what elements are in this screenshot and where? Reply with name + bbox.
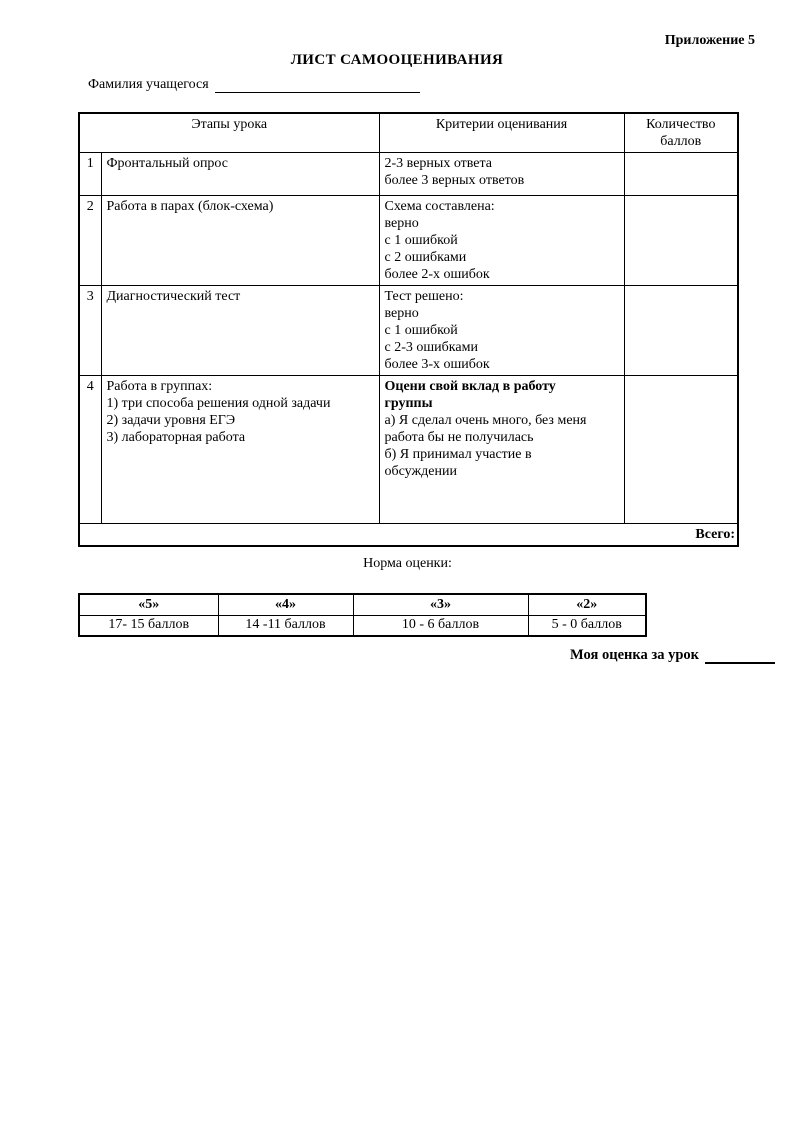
grade-scale-table — [78, 593, 647, 637]
header-row — [79, 113, 738, 153]
criteria-line: а) Я сделал очень много, без меня — [384, 413, 587, 428]
criteria-cell — [379, 286, 624, 376]
table-row-2 — [79, 196, 738, 286]
self-assessment-table — [78, 112, 739, 547]
criteria-line: 2-3 верных ответа — [384, 156, 492, 171]
surname-label: Фамилия учащегося — [88, 77, 209, 92]
stage-cell — [101, 153, 379, 196]
points-cell[interactable] — [624, 286, 738, 376]
col-header-points: Количество баллов — [624, 113, 738, 153]
criteria-line: верно — [384, 306, 419, 321]
criteria-line: б) Я принимал участие в — [384, 447, 532, 462]
table-row-1 — [79, 153, 738, 196]
row-number: 3 — [79, 286, 101, 376]
grade-3-header: «3» — [353, 594, 528, 615]
row-number: 4 — [79, 376, 101, 524]
stage-line: Диагностический тест — [106, 289, 241, 304]
norm-title: Норма оценки: — [363, 556, 452, 571]
points-cell[interactable] — [624, 153, 738, 196]
grade-4-range: 14 -11 баллов — [218, 615, 353, 636]
criteria-line: более 3 верных ответов — [384, 173, 525, 188]
grade-header-row — [79, 594, 646, 615]
criteria-cell — [379, 153, 624, 196]
stage-line: Работа в группах: — [106, 379, 213, 394]
points-cell[interactable] — [624, 196, 738, 286]
stage-line: 2) задачи уровня ЕГЭ — [106, 413, 236, 428]
criteria-cell — [379, 376, 624, 524]
appendix-label: Приложение 5 — [664, 33, 755, 48]
my-grade-line — [570, 647, 775, 664]
criteria-line: с 1 ошибкой — [384, 233, 458, 248]
total-row — [79, 524, 738, 547]
surname-line — [88, 77, 420, 93]
table-row-4 — [79, 376, 738, 524]
criteria-cell — [379, 196, 624, 286]
grade-5-header: «5» — [79, 594, 218, 615]
stage-line: Работа в парах (блок-схема) — [106, 199, 274, 214]
criteria-line: более 3-х ошибок — [384, 357, 490, 372]
criteria-line: с 2-3 ошибками — [384, 340, 478, 355]
criteria-line: работа бы не получилась — [384, 430, 534, 445]
stage-cell — [101, 196, 379, 286]
points-cell[interactable] — [624, 376, 738, 524]
criteria-line: Тест решено: — [384, 289, 464, 304]
col-header-criteria: Критерии оценивания — [379, 113, 624, 153]
grade-2-header: «2» — [528, 594, 646, 615]
stage-cell — [101, 286, 379, 376]
surname-blank-field[interactable] — [215, 78, 420, 93]
col-header-stages: Этапы урока — [79, 113, 379, 153]
criteria-line: Схема составлена: — [384, 199, 495, 214]
criteria-line: более 2-х ошибок — [384, 267, 490, 282]
criteria-line: верно — [384, 216, 419, 231]
stage-line: 3) лабораторная работа — [106, 430, 246, 445]
grade-2-range: 5 - 0 баллов — [528, 615, 646, 636]
grade-4-header: «4» — [218, 594, 353, 615]
criteria-heading-line: группы — [384, 396, 433, 411]
my-grade-label: Моя оценка за урок — [570, 647, 699, 663]
criteria-line: с 1 ошибкой — [384, 323, 458, 338]
my-grade-blank-field[interactable] — [705, 649, 775, 664]
criteria-line: обсуждении — [384, 464, 457, 479]
grade-3-range: 10 - 6 баллов — [353, 615, 528, 636]
table-row-3 — [79, 286, 738, 376]
stage-line: Фронтальный опрос — [106, 156, 228, 171]
row-number: 2 — [79, 196, 101, 286]
page-title: ЛИСТ САМООЦЕНИВАНИЯ — [290, 52, 504, 68]
grade-5-range: 17- 15 баллов — [79, 615, 218, 636]
row-number: 1 — [79, 153, 101, 196]
criteria-heading-line: Оцени свой вклад в работу — [384, 379, 556, 394]
stage-cell — [101, 376, 379, 524]
criteria-line: с 2 ошибками — [384, 250, 467, 265]
stage-line: 1) три способа решения одной задачи — [106, 396, 331, 411]
grade-range-row — [79, 615, 646, 636]
total-label: Всего: — [79, 524, 738, 547]
